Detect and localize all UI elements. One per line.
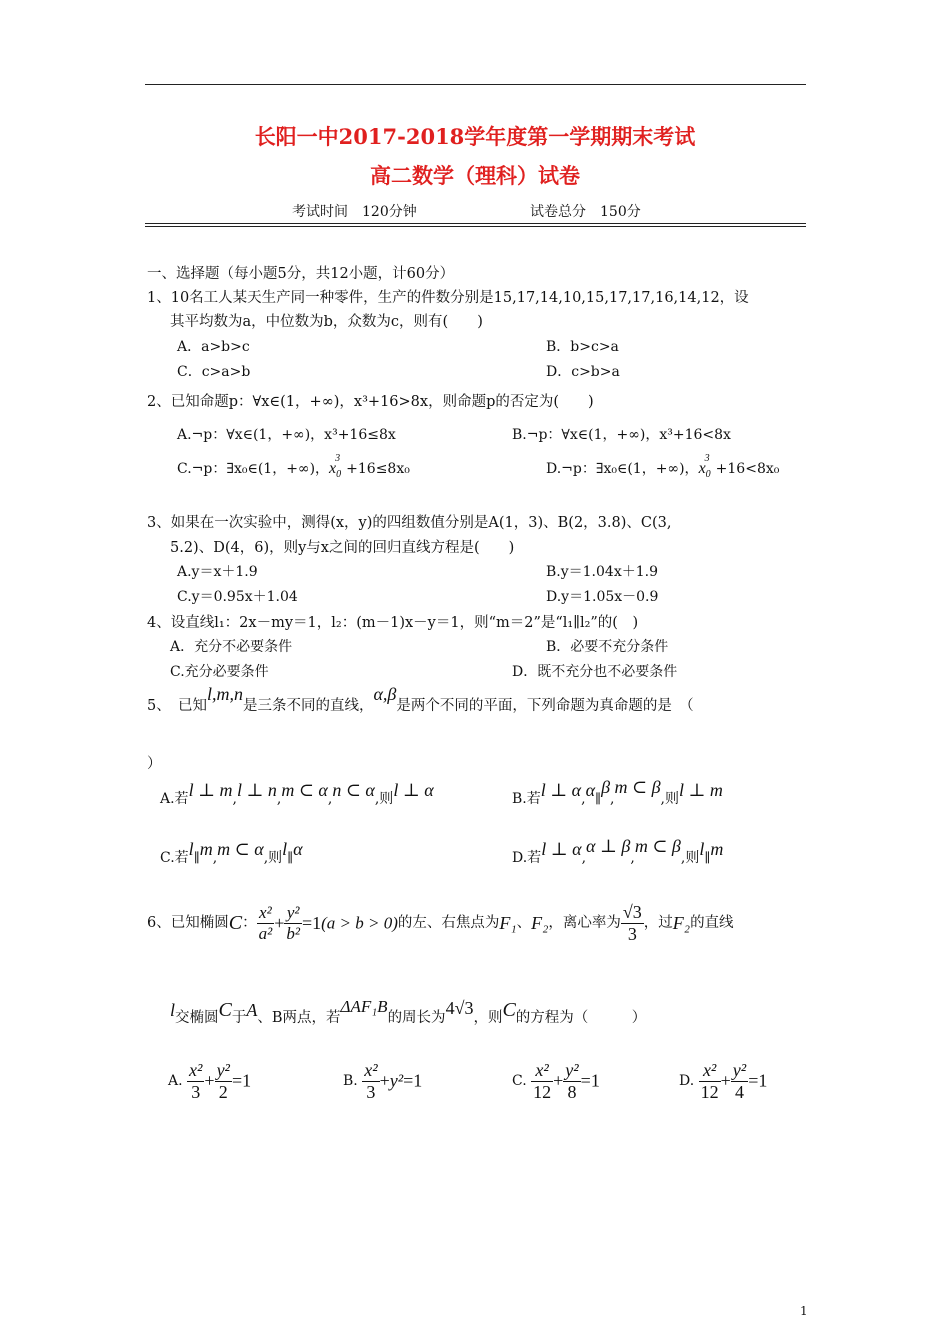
math: m ⊂ α bbox=[281, 780, 328, 800]
comma: , bbox=[276, 791, 282, 807]
q4-stem: 4、设直线l₁：2x－my＝1，l₂：(m－1)x－y＝1，则“m＝2”是“l₁∥l₂”的( ) bbox=[147, 615, 639, 631]
text: 、B两点，若 bbox=[257, 1010, 341, 1026]
q5-stem bbox=[147, 684, 694, 715]
then: ,则 bbox=[374, 791, 394, 807]
comma: , bbox=[232, 791, 237, 807]
math: l ⊥ α bbox=[540, 780, 582, 800]
numerator: x² bbox=[364, 1060, 378, 1080]
q5-tail: 是两个不同的平面，下列命题为真命题的是 （ bbox=[396, 698, 694, 714]
q3-option-b: B.y＝1.04x＋1.9 bbox=[546, 564, 658, 580]
denominator: 4 bbox=[734, 1081, 744, 1102]
option-label: C.若 bbox=[160, 850, 189, 866]
fraction bbox=[362, 1060, 379, 1102]
equals-one: =1 bbox=[231, 1070, 252, 1091]
q2-option-d-post: +16<8x₀ bbox=[715, 461, 780, 477]
numerator: y² bbox=[216, 1060, 230, 1080]
condition: (a > b > 0) bbox=[321, 913, 398, 933]
q2-stem: 2、已知命题p：∀x∈(1，+∞)，x³+16>8x，则命题p的否定为( ) bbox=[147, 394, 594, 410]
total-score: 试卷总分 150分 bbox=[530, 204, 641, 220]
q4-option-c: C.充分必要条件 bbox=[170, 664, 269, 680]
denominator: b² bbox=[286, 923, 300, 943]
math: l bbox=[188, 839, 194, 859]
text: 、 bbox=[516, 914, 532, 931]
math: C bbox=[502, 999, 516, 1021]
q6-option-d bbox=[679, 1060, 767, 1102]
q2-option-c bbox=[177, 452, 410, 481]
numerator: y² bbox=[732, 1060, 747, 1080]
parallel-symbol: ∥ bbox=[704, 850, 711, 865]
q3-option-c: C.y＝0.95x＋1.04 bbox=[177, 589, 298, 605]
comma: , bbox=[327, 791, 333, 807]
x-sup: 3 bbox=[704, 452, 710, 464]
comma: , bbox=[212, 850, 218, 866]
x-sup: 3 bbox=[335, 452, 341, 464]
math: l ⊥ m bbox=[678, 780, 723, 800]
numerator: x² bbox=[257, 903, 275, 924]
comma: , bbox=[581, 791, 586, 807]
exam-time: 考试时间 120分钟 bbox=[292, 204, 417, 220]
header-rule bbox=[145, 223, 806, 224]
fraction bbox=[731, 1060, 748, 1102]
plus: + bbox=[553, 1070, 564, 1091]
denominator: 3 bbox=[627, 923, 637, 944]
q3-option-d: D.y＝1.05x－0.9 bbox=[546, 589, 659, 605]
q2-option-d bbox=[546, 452, 780, 481]
colon: ： bbox=[242, 914, 257, 931]
q1-option-a: A．a>b>c bbox=[177, 339, 250, 355]
comma: , bbox=[581, 850, 587, 866]
math: α ⊥ β bbox=[586, 836, 631, 856]
math: F₁ bbox=[499, 913, 517, 934]
math: α bbox=[585, 780, 596, 800]
denominator: 12 bbox=[533, 1081, 552, 1102]
denominator: 3 bbox=[191, 1081, 201, 1102]
x-var: x bbox=[329, 460, 337, 477]
math: C bbox=[228, 912, 243, 935]
math: l ⊥ α bbox=[541, 839, 582, 859]
numerator: √3 bbox=[622, 902, 642, 922]
q1-option-c: C．c>a>b bbox=[177, 364, 251, 380]
then: ,则 bbox=[680, 850, 700, 866]
fraction bbox=[531, 1060, 553, 1102]
math: y² bbox=[389, 1070, 404, 1091]
math: m bbox=[710, 839, 724, 859]
option-label: A.若 bbox=[160, 791, 189, 807]
q5-mid: 是三条不同的直线， bbox=[242, 698, 374, 714]
plus: + bbox=[274, 913, 285, 934]
numerator: y² bbox=[565, 1060, 579, 1080]
math: m ⊂ β bbox=[614, 777, 661, 797]
fraction bbox=[187, 1060, 204, 1102]
fraction bbox=[563, 1060, 580, 1102]
text: 的周长为 bbox=[387, 1010, 446, 1026]
option-label: B.若 bbox=[512, 791, 541, 807]
option-label: B. bbox=[343, 1073, 358, 1090]
denominator: 3 bbox=[366, 1081, 376, 1102]
math: F₂ bbox=[672, 913, 691, 934]
text: 的左、右焦点为 bbox=[397, 914, 500, 931]
math: m bbox=[199, 839, 213, 859]
section-heading: 一、选择题（每小题5分，共12小题，计60分） bbox=[147, 266, 455, 282]
math: l bbox=[170, 1000, 176, 1020]
q6-option-b bbox=[343, 1060, 422, 1102]
denominator: 12 bbox=[700, 1081, 719, 1102]
equals-one: =1 bbox=[403, 1070, 423, 1091]
q2-option-d-x0 bbox=[698, 452, 716, 481]
q5-option-b bbox=[512, 777, 723, 808]
option-label: C. bbox=[512, 1073, 527, 1090]
equals-one: =1 bbox=[301, 913, 322, 934]
q1-line2: 其平均数为a，中位数为b，众数为c，则有( ) bbox=[170, 314, 483, 330]
option-label: D. bbox=[679, 1073, 695, 1090]
math: α bbox=[293, 839, 303, 859]
q1-line1: 1、10名工人某天生产同一种零件，生产的件数分别是15,17,14,10,15,17,17,16,14,12，设 bbox=[147, 290, 749, 306]
parallel-symbol: ∥ bbox=[193, 850, 200, 865]
then: ,则 bbox=[660, 791, 679, 807]
math: l ⊥ m bbox=[188, 780, 233, 800]
q3-option-a: A.y＝x＋1.9 bbox=[177, 564, 258, 580]
fraction bbox=[699, 1060, 721, 1102]
math: l ⊥ α bbox=[393, 780, 434, 800]
q1-option-d: D．c>b>a bbox=[546, 364, 620, 380]
fraction bbox=[215, 1060, 232, 1102]
q2-option-d-pre: D.¬p：∃x₀∈(1，+∞)， bbox=[546, 461, 699, 477]
page-number: 1 bbox=[800, 1304, 808, 1318]
exam-subtitle: 高二数学（理科）试卷 bbox=[370, 163, 580, 188]
q5-option-d bbox=[512, 836, 724, 867]
q4-option-b: B．必要不充分条件 bbox=[546, 639, 669, 655]
math: l ⊥ n bbox=[236, 780, 277, 800]
x-var: x bbox=[698, 460, 706, 477]
exam-title: 长阳一中2017-2018学年度第一学期期末考试 bbox=[254, 124, 696, 149]
fraction-x2-a2 bbox=[257, 903, 275, 943]
q2-option-c-x0 bbox=[329, 452, 346, 481]
option-label: D.若 bbox=[512, 850, 542, 866]
q6-line1 bbox=[147, 902, 734, 944]
text: 交椭圆 bbox=[175, 1010, 219, 1026]
q1-option-b: B．b>c>a bbox=[546, 339, 619, 355]
math: 4√3 bbox=[445, 998, 474, 1018]
comma: , bbox=[610, 791, 615, 807]
q3-line1: 3、如果在一次实验中，测得(x，y)的四组数值分别是A(1，3)、B(2，3.8)、C(3, bbox=[147, 515, 672, 531]
option-label: A. bbox=[168, 1073, 183, 1090]
q5-planes: α,β bbox=[373, 684, 397, 704]
fraction-sqrt3-3 bbox=[621, 902, 644, 944]
text: ，过 bbox=[643, 914, 673, 931]
q2-option-c-post: +16≤8x₀ bbox=[346, 461, 410, 477]
q6-line2 bbox=[170, 997, 647, 1028]
math: m ⊂ α bbox=[217, 839, 264, 859]
denominator: 2 bbox=[218, 1081, 228, 1102]
header-rule-2 bbox=[145, 226, 806, 227]
numerator: y² bbox=[284, 903, 302, 924]
then: ,则 bbox=[263, 850, 283, 866]
fraction-y2-b2 bbox=[284, 903, 302, 943]
q5-option-c bbox=[160, 839, 303, 867]
plus: + bbox=[204, 1070, 215, 1091]
equals-one: =1 bbox=[580, 1070, 600, 1091]
q5-number: 5、 已知 bbox=[147, 698, 207, 714]
math: F₂ bbox=[531, 913, 549, 934]
top-rule bbox=[145, 84, 806, 85]
math: l bbox=[699, 839, 705, 859]
text: 的方程为（ ） bbox=[515, 1010, 647, 1026]
math: l bbox=[282, 839, 288, 859]
comma: , bbox=[630, 850, 635, 866]
numerator: x² bbox=[699, 1060, 721, 1082]
q2-option-a: A.¬p：∀x∈(1，+∞)，x³+16≤8x bbox=[177, 427, 396, 443]
denominator: 8 bbox=[567, 1081, 577, 1102]
q6-option-c bbox=[512, 1060, 600, 1102]
text: 于 bbox=[231, 1010, 247, 1026]
plus: + bbox=[379, 1070, 390, 1091]
q6-pre: 6、已知椭圆 bbox=[147, 914, 229, 931]
plus: + bbox=[720, 1070, 731, 1091]
q2-option-b: B.¬p：∀x∈(1，+∞)，x³+16<8x bbox=[512, 427, 731, 443]
q2-option-c-pre: C.¬p：∃x₀∈(1，+∞)， bbox=[177, 461, 330, 477]
x-sub: 0 bbox=[705, 469, 711, 481]
parallel-symbol: ∥ bbox=[287, 850, 294, 865]
math: A bbox=[246, 1000, 258, 1020]
equals-one: =1 bbox=[748, 1070, 768, 1091]
numerator: x² bbox=[189, 1060, 203, 1080]
math: m ⊂ β bbox=[634, 836, 681, 856]
q6-option-a bbox=[168, 1060, 251, 1102]
q4-option-a: A．充分不必要条件 bbox=[170, 639, 293, 655]
text: ，则 bbox=[473, 1010, 503, 1026]
text: 的直线 bbox=[690, 914, 734, 931]
parallel-symbol: ∥ bbox=[595, 791, 602, 806]
q5-lines: l,m,n bbox=[206, 684, 243, 704]
math: n ⊂ α bbox=[332, 780, 375, 800]
numerator: x² bbox=[531, 1060, 553, 1082]
q3-line2: 5.2)、D(4，6)，则y与x之间的回归直线方程是( ) bbox=[170, 540, 515, 556]
math: C bbox=[218, 999, 232, 1021]
text: ，离心率为 bbox=[548, 914, 621, 931]
x-sub: 0 bbox=[336, 469, 342, 481]
q5-close: ） bbox=[147, 756, 162, 772]
math: ΔAF₁B bbox=[340, 997, 388, 1016]
q4-option-d: D．既不充分也不必要条件 bbox=[512, 664, 678, 680]
q5-option-a bbox=[160, 780, 434, 808]
math: β bbox=[601, 777, 611, 797]
denominator: a² bbox=[258, 923, 273, 943]
